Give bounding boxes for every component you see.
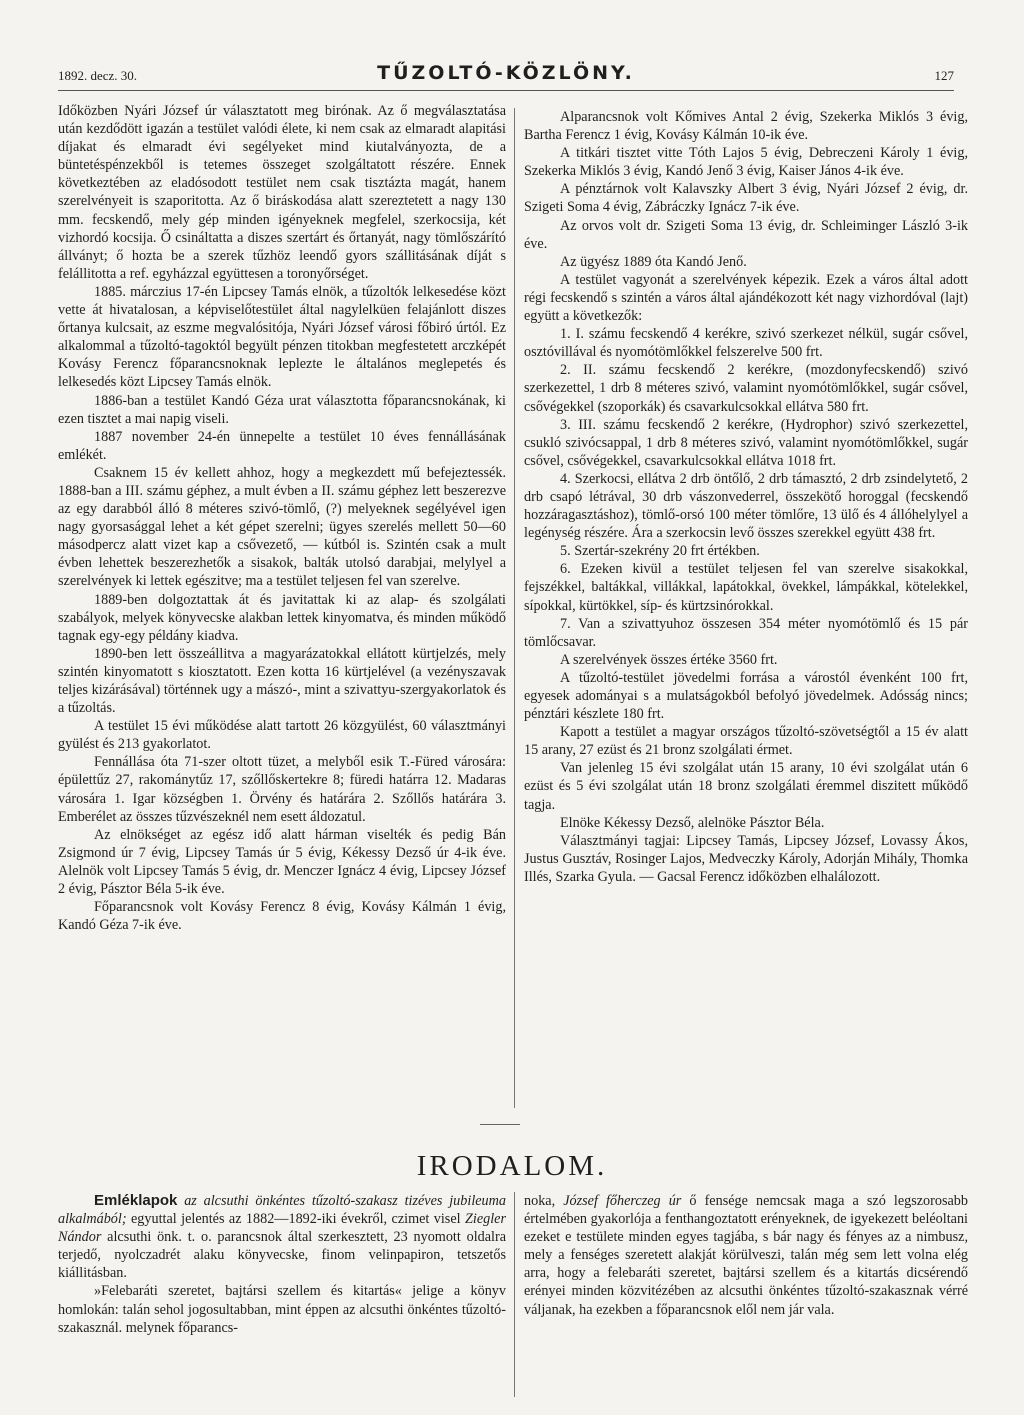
paragraph: Elnöke Kékessy Dezső, alelnöke Pásztor Béla. xyxy=(560,814,825,831)
literature-left-column xyxy=(58,1192,506,1337)
paragraph: A szerelvények összes értéke 3560 frt. xyxy=(560,651,778,668)
paragraph: A testület vagyonát a szerelvények képezik. Ezek a város által adott régi fecskendő s szintén a város által ajándékozott két nagy vizhordóval (lajt) együtt a következők: xyxy=(524,271,968,325)
body-text: ő fensége nemcsak maga a szó legszorosabb értelmében gyakorlója a fenthangoztatott erényeknek, de igyekezett beléoltani ezeket e testülete minden egyes tagjába, s bár nagy és fényes az a nimbusz, mely a fenséges szeretett alakját körülveszi, talán még sem lett volna elég arra, hogy a felebaráti szeretet, bajtársi szellem és a kitartás dicsérendő erényei minden közvitézében az alcsuthi önkéntes tűzoltó-szakasznak vérré váljanak, ha ezekben a főparancsnok elől nem jár vala. xyxy=(524,1193,968,1318)
page-header xyxy=(58,62,954,91)
lead-word: Emléklapok xyxy=(94,1192,178,1209)
literature-paragraph: »Felebaráti szeretet, bajtársi szellem és kitartás« jelige a könyv homlokán: talán sehol jogosultabban, mint éppen az alcsuthi önkéntes tűzoltó-szakasznál. melynek főparancs- xyxy=(58,1283,506,1336)
paragraph: 2. II. számu fecskendő 2 kerékre, (mozdonyfecskendő) szivó szerkezettel, 1 drb 8 méteres szivó, valamint nyomótömlőkkel, sugár csővel, csővégekkel (szoporkák) és csavarkulcsokkal ellátva 580 frt. xyxy=(524,362,968,415)
paragraph: A titkári tisztet vitte Tóth Lajos 5 évig, Debreczeni Károly 1 évig, Szekerka Miklós 3 évig, Kandó Jenő 3 évig, Kaiser János 4-ik éve. xyxy=(524,145,968,180)
column-divider xyxy=(514,108,515,1108)
right-column xyxy=(524,108,968,886)
paragraph: 3. III. számu fecskendő 2 kerékre, (Hydrophor) szivó szerkezettel, csukló szivócsappal, 1 drb 8 méteres szivó, valamint nyomótömlőkkel, sugár csővel, csővégekkel, csavarkulcsokkal ellátva 1018 frt. xyxy=(524,416,968,469)
paragraph: Kapott a testület a magyar országos tűzoltó-szövetségtől a 15 év alatt 15 arany, 27 ezüst és 21 bronz szolgálati érmet. xyxy=(524,724,968,759)
body-text: egyuttal jelentés az 1882—1892-iki évekről, czimet visel xyxy=(126,1211,466,1228)
body-text: alcsuthi önk. t. o. parancsnok által szerkesztett, 23 nyomott oldalra terjedő, nyolczadrét alaku könyvecske, finom velinpapiron, tetszetős kiállitásban. xyxy=(58,1229,506,1282)
header-date: 1892. decz. 30. xyxy=(58,68,138,83)
paragraph: 1885. márczius 17-én Lipcsey Tamás elnök, a tűzoltók lelkesedése közt vette át hivatalosan, a képviselőtestület által nagylelküen felajánlott diszes őrtanya kulcsait, az eszme megvalósitója, Nyári József városi főbiró úrtól. Ez alkalommal a tűzoltó-tagoktól begyült pénzen titokban megfestetett arczképét Kovásy Ferencz főparancsnoknak leplezte le általános meglepetés és lelkesedés közt Lipcsey Tamás elnök. xyxy=(58,283,506,391)
paragraph: 1889-ben dolgoztattak át és javitattak ki az alap- és szolgálati szabályok, melyek könyvecske alakban lettek kinyomatva, és minden működő tagnak egy-egy példány kiadva. xyxy=(58,591,506,644)
paragraph: Alparancsnok volt Kőmives Antal 2 évig, Szekerka Miklós 3 évig, Bartha Ferencz 1 évig, Kovásy Kálmán 10-ik éve. xyxy=(524,109,968,144)
paragraph: 4. Szerkocsi, ellátva 2 drb öntőlő, 2 drb támasztó, 2 drb zsindelytető, 2 drb csapó létrával, 30 drb vászonvederrel, összekötő horoggal (fecskendő hozzáragasztáshoz), tömlő-orsó 100 méter tömlőre, 13 ülő és 4 állóhelylyel a legénység részére. Ára a szerkocsin levő összes szerekkel együtt 438 frt. xyxy=(524,470,968,542)
left-column xyxy=(58,102,506,934)
paragraph: 6. Ezeken kivül a testület teljesen fel van szerelve sisakokkal, fejszékkel, baltákkal, villákkal, lapátokkal, övekkel, lámpákkal, kötelekkel, sípokkal, kürtökkel, síp- és kürtzsinórokkal. xyxy=(524,561,968,614)
paragraph: 7. Van a szivattyuhoz összesen 354 méter nyomótömlő és 15 pár tömlőcsavar. xyxy=(524,615,968,650)
paragraph: A tűzoltó-testület jövedelmi forrása a várostól évenként 100 frt, egyesek adományai s a mulatságokból befolyó jövedelmek. Adósság nincs; pénztári készlete 180 frt. xyxy=(524,669,968,723)
paragraph: A pénztárnok volt Kalavszky Albert 3 évig, Nyári József 2 évig, dr. Szigeti Soma 4 évig, Zábráczky Ignácz 7-ik éve. xyxy=(524,181,968,216)
column-divider xyxy=(514,1192,515,1397)
paragraph: Az orvos volt dr. Szigeti Soma 13 évig, dr. Schleiminger László 3-ik éve. xyxy=(524,217,968,252)
literature-right-column xyxy=(524,1192,968,1319)
paragraph: Az ügyész 1889 óta Kandó Jenő. xyxy=(560,253,747,270)
paragraph: 1. I. számu fecskendő 4 kerékre, szivó szerkezet nélkül, sugár csővel, osztóvillával és nyomótömlőkkel felszerelve 500 frt. xyxy=(524,326,968,361)
literature-paragraph xyxy=(524,1192,968,1319)
paragraph: Főparancsnok volt Kovásy Ferencz 8 évig, Kovásy Kálmán 1 évig, Kandó Géza 7-ik éve. xyxy=(58,899,506,934)
paragraph: Választmányi tagjai: Lipcsey Tamás, Lipcsey József, Lovassy Ákos, Justus Gusztáv, Rosinger Lajos, Medveczky Károly, Adorján Mihály, Thomka Illés, Szarka Gyula. — Gacsal Ferencz időközben elhalálozott. xyxy=(524,832,968,885)
paragraph: Az elnökséget az egész idő alatt hárman viselték és pedig Bán Zsigmond úr 7 évig, Lipcsey Tamás úr 5 évig, Kékessy Dezső úr 4-ik éve. Alelnök volt Lipcsey Tamás 5 évig, dr. Menczer Ignácz 4 évig, Lipcsey József 2 évig, Pásztor Béla 5-ik éve. xyxy=(58,826,506,898)
section-separator xyxy=(480,1124,520,1125)
newspaper-title: TŰZOLTÓ-KÖZLÖNY. xyxy=(377,62,635,84)
paragraph: 5. Szertár-szekrény 20 frt értékben. xyxy=(560,543,760,560)
paragraph: A testület 15 évi működése alatt tartott 26 közgyülést, 60 választmányi gyülést és 213 gyakorlatot. xyxy=(58,718,506,753)
page-number: 127 xyxy=(934,68,954,83)
italic-text: József főherczeg úr xyxy=(563,1193,682,1209)
body-text: noka, xyxy=(524,1193,564,1209)
paragraph: Csaknem 15 év kellett ahhoz, hogy a megkezdett mű befejeztessék. 1888-ban a III. számu géphez, a mult évben a II. számu géphez lett beszerezve az egy darabból álló 8 méteres szivó-tömlő, (?) melyeknek segélyével igen nagy gyorsasággal lehet a két gépet szerelni; ügyes szerelés mellett 50—60 másodpercz alatt vizet kap a csővezető, — kútból is. Szintén csak a mult évben lehettek beszerezhetők a sisakok, balták utolsó darabjai, melylyel a szerelvények ki lettek egészitve; ma a testület teljesen fel van szerelve. xyxy=(58,464,506,590)
italic-text: Ziegler Nándor xyxy=(58,1211,506,1246)
paragraph: Van jelenleg 15 évi szolgálat után 15 arany, 10 évi szolgálat után 6 ezüst és 5 évi szolgálat után 18 bronz szolgálati éremmel diszitett működő tagja. xyxy=(524,760,968,813)
paragraph: 1886-ban a testület Kandó Géza urat választotta főparancsnokának, ki ezen tisztet a mai napig viseli. xyxy=(58,392,506,427)
section-title: IRODALOM. xyxy=(416,1150,608,1182)
literature-paragraph xyxy=(58,1192,506,1282)
paragraph: 1887 november 24-én ünnepelte a testület 10 éves fennállásának emlékét. xyxy=(58,428,506,463)
italic-text: az alcsuthi önkéntes tűzoltó-szakasz tizéves jubileuma alkalmából; xyxy=(58,1193,506,1228)
paragraph: 1890-ben lett összeállitva a magyarázatokkal ellátott kürtjelzés, mely szintén kinyomatott s kiosztatott. Ezen kotta 16 kürtjelével (a vezényszavak teljes kizárásával) történnek ugy a mászó-, mint a szivattyu-szergyakorlatok és a tűzoltás. xyxy=(58,645,506,717)
paragraph: Fennállása óta 71-szer oltott tüzet, a melyből esik T.-Füred városára: épülettűz 27, rakománytűz 17, szőllőskertekre 8; füredi határra 12. Madaras városára 1. Igar községben 1. Örvény és határára 2. Szőllős határára 3. Emberélet az összes tűzvészeknél nem esett áldozatul. xyxy=(58,754,506,825)
paragraph: Időközben Nyári József úr választatott meg birónak. Az ő megválasztatása után kezdődött igazán a testület valódi élete, ki nem csak az elmaradt alapitási díjakat és elmaradt évi segélyeket mind kiutalványozta, de a büntetéspénzekből is tetemes összeget szolgáltatott részére. Ennek következtében az eladósodott testület nem csak tisztázta magát, hanem szerelvényeit is szaporitotta. Az ő biráskodása alatt szereztetett a nagy 130 mm. fecskendő, mely gép minden igényeknek megfelel, szerkocsija, két vizhordó kocsija. Ő csináltatta a diszes szertárt és őrtanyát, nagy tömlőszárító állványt; ő hozta be a szerek tűzhöz leendő gyors szállitásának díját s felállitotta a ref. egyházzal együttesen a toronyőrséget. xyxy=(58,103,506,282)
